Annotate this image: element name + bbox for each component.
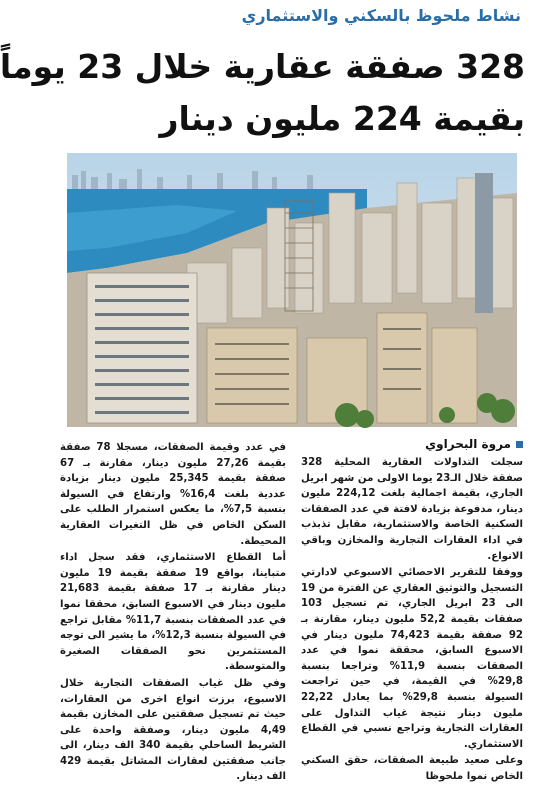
byline	[303, 437, 523, 451]
kicker: نشاط ملحوظ بالسكني والاستثماري	[241, 6, 521, 25]
paragraph: وعلى صعيد طبيعة الصفقات، حقق السكني الخاص نموا ملحوظا	[301, 755, 523, 782]
article-column-right	[301, 455, 523, 782]
headline-line-2: بقيمة 224 مليون دينار	[159, 99, 525, 138]
city-skyline-photo	[67, 153, 517, 427]
paragraph: أما القطاع الاستثماري، فقد سجل اداء متباينا، بواقع 19 صفقة بقيمة 19 مليون دينار مقارنة بـ 17 صفقة بقيمة 21,683 مليون دينار في الاسبوع السابق، محققا نموا في عدد الصفقات بنسبة 11,7% مقابل تراجع في السيولة بنسبة 12,3%، ما يشير الى توجه المستثمرين نحو الصفقات الصغيرة والمتوسطة.	[60, 552, 287, 673]
paragraph: سجلت التداولات العقارية المحلية 328 صفقة خلال الـ23 يوما الاولى من شهر ابريل الجاري، بقيمة اجمالية بلغت 224,12 مليون دينار، مدفوعة بزيادة لافتة في عدد الصفقات السكنية الخاصة والاستثمارية، مقابل تذبذب في اداء العقارات التجارية والمخازن وباقي الانواع.	[301, 457, 523, 562]
byline-square-icon	[516, 441, 523, 448]
article-column-left	[60, 440, 287, 783]
byline-author: مروة البحراوي	[425, 437, 511, 451]
headline-line-1: 328 صفقة عقارية خلال 23 يوماً	[0, 47, 525, 86]
paragraph: في عدد وقيمة الصفقات، مسجلا 78 صفقة بقيمة 27,26 مليون دينار، مقارنة بـ 67 صفقة بقيمة 25,345 مليون دينار بزيادة عددية بلغت 16,4% وارتفاع في السيولة بنسبة 7,5%، ما يعكس استمرار الطلب على السكن الخاص في ظل التغيرات العقارية المحيطة.	[60, 442, 287, 547]
paragraph: ووفقا للتقرير الاحصائي الاسبوعي لادارتي التسجيل والتوثيق العقاري عن الفترة من 19 الى 23 ابريل الجاري، تم تسجيل 103 صفقات بقيمة 52,2 مليون دينار، مقارنة بـ 92 صفقة بقيمة 74,423 مليون دينار في الاسبوع السابق، محققة نموا في عدد الصفقات بنسبة 11,9% وتراجعا بنسبة 29,8% في القيمة، في حين تراجعت السيولة بنسبة 29,8% بما يعادل 22,22 مليون دينار نتيجة غياب التداول على العقارات التجارية وتراجع نسبي في القطاع الاستثماري.	[301, 567, 523, 750]
paragraph: وفي ظل غياب الصفقات التجارية خلال الاسبوع، برزت انواع اخرى من العقارات، حيث تم تسجيل صفقتين على المخازن بقيمة 4,49 مليون دينار، وصفقة واحدة على الشريط الساحلي بقيمة 340 الف دينار، الى جانب صفقتين لعقارات المشاتل بقيمة 429 الف دينار.	[60, 677, 286, 783]
